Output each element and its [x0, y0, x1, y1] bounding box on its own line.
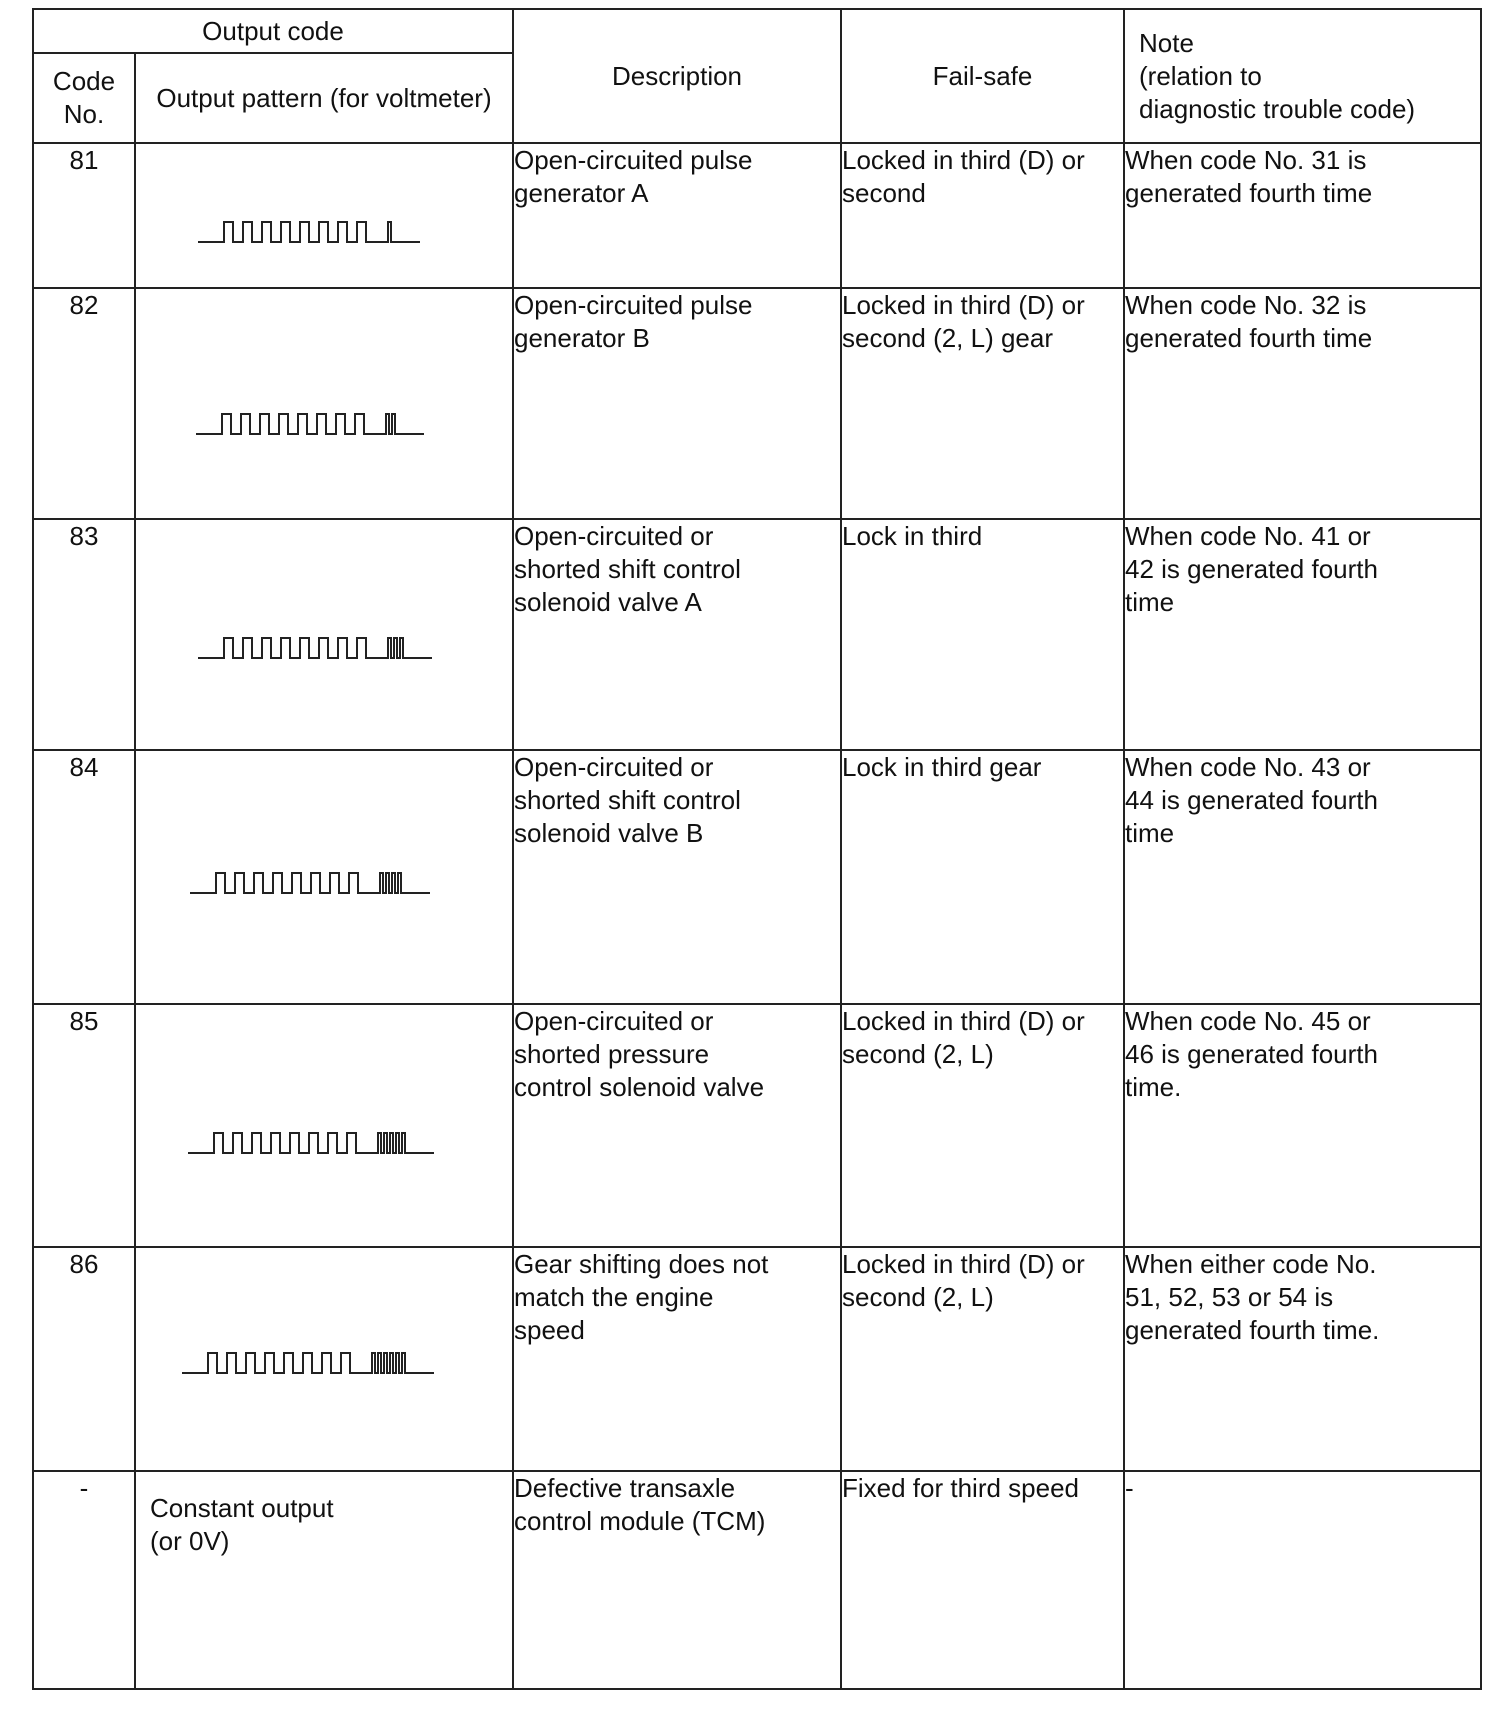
description — [513, 1247, 841, 1471]
note-line: time — [1125, 818, 1175, 848]
fail-safe — [841, 143, 1124, 288]
note-line: 51, 52, 53 or 54 is — [1125, 1282, 1334, 1312]
fail-safe — [841, 1471, 1124, 1689]
header-fail-safe: Fail-safe — [841, 9, 1124, 143]
note — [1124, 1471, 1481, 1689]
note-line: When code No. 45 or — [1125, 1006, 1371, 1036]
note-line: When code No. 41 or — [1125, 521, 1371, 551]
pulse-pattern-82 — [136, 289, 514, 520]
header-code-line: No. — [63, 99, 105, 129]
description-line: Defective transaxle — [514, 1473, 736, 1503]
note-line: 42 is generated fourth — [1125, 554, 1378, 584]
pulse-pattern-81 — [136, 144, 514, 289]
fail-safe-line: second (2, L) — [842, 1282, 994, 1312]
output-pattern-cell — [135, 143, 513, 288]
header-output-code: Output code — [33, 9, 513, 53]
code-no: 85 — [33, 1004, 135, 1247]
description-line: shorted shift control — [514, 785, 741, 815]
note-line: 44 is generated fourth — [1125, 785, 1378, 815]
table-row — [33, 288, 1481, 519]
pulse-pattern-85 — [136, 1005, 514, 1248]
note — [1124, 519, 1481, 750]
header-note-line: diagnostic trouble code) — [1139, 93, 1416, 124]
code-no: 86 — [33, 1247, 135, 1471]
pulse-waveform — [182, 1353, 434, 1373]
note-line: 46 is generated fourth — [1125, 1039, 1378, 1069]
pulse-waveform — [196, 414, 424, 434]
description-line: Open-circuited or — [514, 752, 714, 782]
fail-safe — [841, 519, 1124, 750]
table-row — [33, 1471, 1481, 1689]
table-row — [33, 1004, 1481, 1247]
pattern-text-line: Constant output — [150, 1493, 334, 1523]
description-line: Open-circuited or — [514, 1006, 714, 1036]
fail-safe-line: Fixed for third speed — [842, 1473, 1080, 1503]
code-no: - — [33, 1471, 135, 1689]
pulse-waveform — [198, 222, 420, 242]
description-line: shorted shift control — [514, 554, 741, 584]
description-line: speed — [514, 1315, 585, 1345]
description-line: Open-circuited pulse — [514, 145, 753, 175]
output-pattern-cell — [135, 750, 513, 1004]
pattern-text-line: (or 0V) — [150, 1526, 230, 1556]
note — [1124, 750, 1481, 1004]
output-pattern-cell — [135, 1471, 513, 1689]
fail-safe-line: Locked in third (D) or — [842, 1249, 1085, 1279]
fail-safe-line: Lock in third gear — [842, 752, 1042, 782]
pulse-waveform — [198, 638, 432, 658]
description-line: solenoid valve A — [514, 587, 702, 617]
description — [513, 1471, 841, 1689]
code-no: 83 — [33, 519, 135, 750]
table-row — [33, 519, 1481, 750]
fail-safe-line: second (2, L) gear — [842, 323, 1054, 353]
output-pattern-cell — [135, 288, 513, 519]
note — [1124, 143, 1481, 288]
fail-safe — [841, 1247, 1124, 1471]
note-line: When code No. 32 is — [1125, 290, 1367, 320]
table-row — [33, 143, 1481, 288]
description-line: match the engine — [514, 1282, 714, 1312]
description-line: control module (TCM) — [514, 1506, 766, 1536]
note-line: When code No. 43 or — [1125, 752, 1371, 782]
note — [1124, 1247, 1481, 1471]
description — [513, 750, 841, 1004]
fail-safe-line: Lock in third — [842, 521, 983, 551]
header-code-no — [33, 53, 135, 143]
header-note — [1124, 9, 1481, 143]
header-output-pattern: Output pattern (for voltmeter) — [135, 53, 513, 143]
note-line: generated fourth time. — [1125, 1315, 1380, 1345]
note-line: generated fourth time — [1125, 178, 1373, 208]
fail-safe-line: Locked in third (D) or — [842, 145, 1085, 175]
description — [513, 288, 841, 519]
description-line: Gear shifting does not — [514, 1249, 769, 1279]
fail-safe-line: Locked in third (D) or — [842, 290, 1085, 320]
fail-safe — [841, 288, 1124, 519]
note-line: time. — [1125, 1072, 1182, 1102]
pulse-pattern-84 — [136, 751, 514, 1005]
fail-safe-line: second (2, L) — [842, 1039, 994, 1069]
code-no: 82 — [33, 288, 135, 519]
constant-output-text — [136, 1472, 512, 1558]
fail-safe — [841, 750, 1124, 1004]
description-line: generator B — [514, 323, 650, 353]
note-line: generated fourth time — [1125, 323, 1373, 353]
description — [513, 143, 841, 288]
fail-safe-line: second — [842, 178, 926, 208]
fail-safe-line: Locked in third (D) or — [842, 1006, 1085, 1036]
fail-safe — [841, 1004, 1124, 1247]
pulse-waveform — [188, 1133, 434, 1153]
note — [1124, 288, 1481, 519]
description-line: generator A — [514, 178, 649, 208]
output-pattern-cell — [135, 1247, 513, 1471]
pulse-waveform — [190, 873, 430, 893]
table-row — [33, 1247, 1481, 1471]
pulse-pattern-86 — [136, 1248, 514, 1472]
note-line: time — [1125, 587, 1175, 617]
header-code-line: Code — [52, 66, 116, 96]
description — [513, 1004, 841, 1247]
description — [513, 519, 841, 750]
description-line: Open-circuited pulse — [514, 290, 753, 320]
code-no: 81 — [33, 143, 135, 288]
description-line: shorted pressure — [514, 1039, 710, 1069]
header-description: Description — [513, 9, 841, 143]
code-no: 84 — [33, 750, 135, 1004]
note-line: - — [1125, 1473, 1134, 1503]
note-line: When either code No. — [1125, 1249, 1377, 1279]
table-row — [33, 750, 1481, 1004]
note-line: When code No. 31 is — [1125, 145, 1367, 175]
diagnostic-code-table — [32, 8, 1482, 1690]
header-note-line: Note — [1139, 27, 1194, 58]
output-pattern-cell — [135, 1004, 513, 1247]
description-line: Open-circuited or — [514, 521, 714, 551]
pulse-pattern-83 — [136, 520, 514, 751]
description-line: control solenoid valve — [514, 1072, 765, 1102]
description-line: solenoid valve B — [514, 818, 704, 848]
header-note-line: (relation to — [1139, 60, 1262, 91]
output-pattern-cell — [135, 519, 513, 750]
note — [1124, 1004, 1481, 1247]
